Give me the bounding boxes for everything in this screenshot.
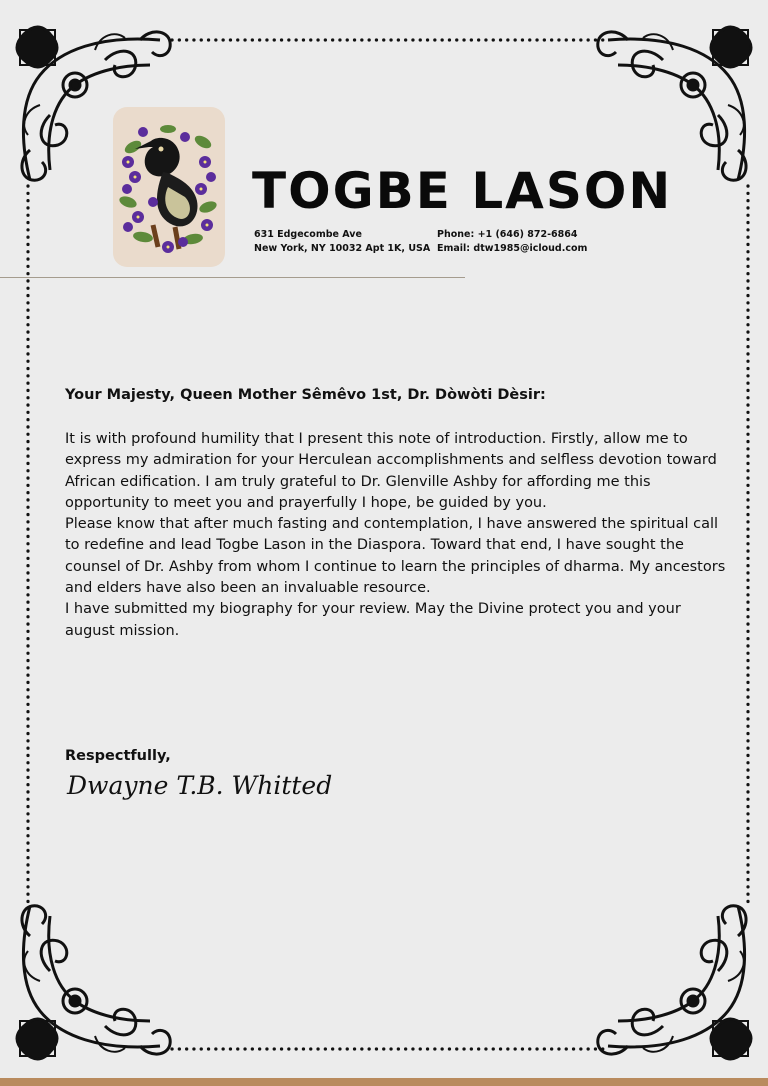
swan-with-violets-icon: [113, 107, 225, 267]
address-line-1: 631 Edgecombe Ave: [254, 229, 362, 240]
email-address: Email: dtw1985@icloud.com: [437, 243, 588, 254]
address-line-2: New York, NY 10032 Apt 1K, USA: [254, 243, 431, 254]
phone-number: Phone: +1 (646) 872-6864: [437, 229, 578, 240]
ornament-corner-bottom-left-icon: [10, 896, 180, 1066]
signature: Dwayne T.B. Whitted: [67, 771, 333, 800]
logo: [113, 107, 225, 267]
footer-bar: [0, 1078, 768, 1086]
letter-body: [65, 429, 735, 642]
organization-name: TOGBE LASON: [252, 162, 673, 220]
body-paragraph: Please know that after much fasting and contemplation, I have answered the spiritual call to redefine and lead Togbe Lason in the Diaspora. Toward that end, I have sought the counsel of Dr. Ashby from whom I continue to learn the principles of dharma. My ancestors and elders have also been an invaluable resource.: [65, 516, 726, 597]
address-block: [254, 228, 430, 256]
closing: Respectfully,: [65, 748, 171, 764]
contact-block: [437, 228, 587, 256]
body-paragraph: It is with profound humility that I present this note of introduction. Firstly, allow me to express my admiration for your Herculean accomplishments and selfless devotion toward African edification. I am truly grateful to Dr. Glenville Ashby for affording me this opportunity to meet you and prayerfully I hope, be guided by you.: [65, 431, 717, 511]
header-divider: [0, 277, 465, 278]
ornament-corner-bottom-right-icon: [588, 896, 758, 1066]
salutation: Your Majesty, Queen Mother Sêmêvo 1st, Dr. Dòwòti Dèsir:: [65, 387, 546, 403]
body-paragraph: I have submitted my biography for your review. May the Divine protect you and your august mission.: [65, 601, 681, 639]
